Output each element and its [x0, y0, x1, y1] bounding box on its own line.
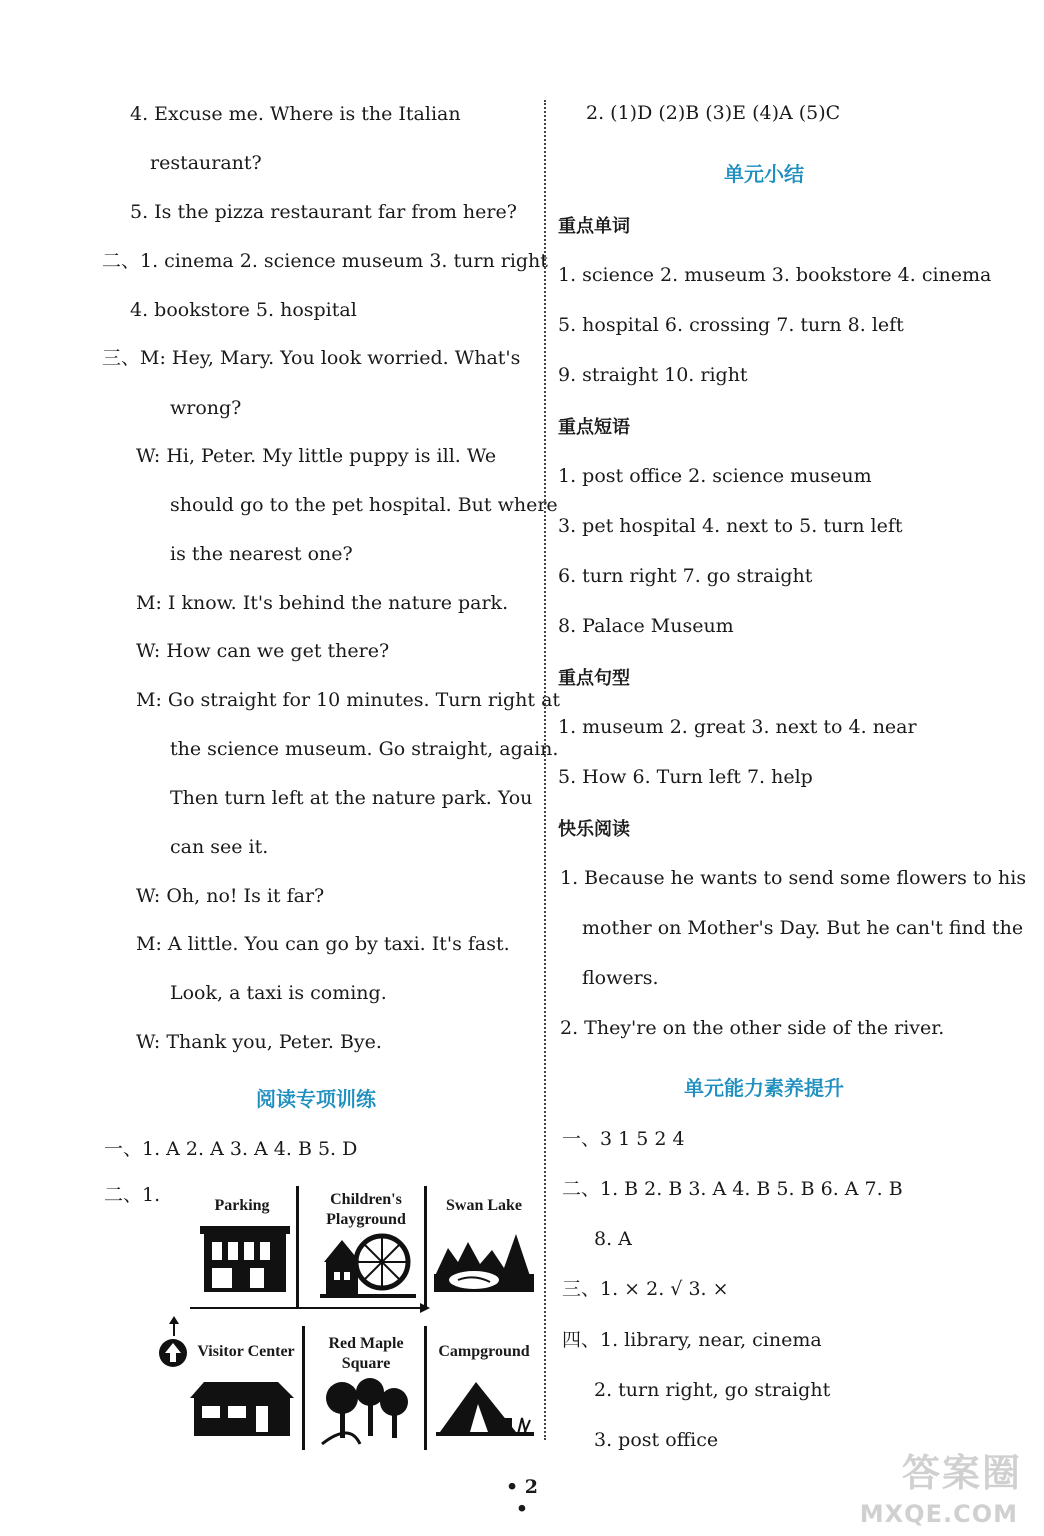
ability-6: 2. turn right, go straight — [594, 1379, 831, 1401]
happy-reading-heading: 快乐阅读 — [558, 819, 630, 840]
left-line-2: restaurant? — [150, 152, 262, 174]
left-line-13: M: Go straight for 10 minutes. Turn right at — [136, 689, 561, 711]
map-red-maple-square — [312, 1330, 420, 1446]
key-phrases-1: 1. post office 2. science museum — [558, 465, 872, 487]
left-line-4: 二、1. cinema 2. science museum 3. turn right — [102, 250, 548, 272]
watermark-text-2: MXQE.COM — [859, 1500, 1018, 1528]
ability-heading: 单元能力素养提升 — [684, 1076, 844, 1100]
lake-trees-icon — [434, 1228, 534, 1300]
ability-5: 四、1. library, near, cinema — [562, 1329, 822, 1351]
left-line-5: 4. bookstore 5. hospital — [130, 299, 357, 321]
map-parking-label: Parking — [214, 1197, 270, 1214]
page-number: • 2 • — [506, 1476, 538, 1520]
ferris-wheel-castle-icon — [320, 1232, 416, 1300]
map-road-v1 — [296, 1186, 299, 1308]
left-line-6: 三、M: Hey, Mary. You look worried. What's — [102, 347, 521, 369]
parking-building-icon — [200, 1226, 290, 1296]
key-phrases-4: 8. Palace Museum — [558, 615, 734, 637]
map-campground — [432, 1330, 536, 1446]
left-line-10: is the nearest one? — [170, 543, 353, 565]
happy-reading-2: mother on Mother's Day. But he can't find the — [582, 917, 1024, 939]
left-line-1: 4. Excuse me. Where is the Italian — [130, 103, 461, 125]
reading-answers-2-label: 二、1. — [104, 1184, 161, 1206]
key-words-2: 5. hospital 6. crossing 7. turn 8. left — [558, 314, 904, 336]
left-line-15: Then turn left at the nature park. You — [170, 787, 533, 809]
ability-7: 3. post office — [594, 1429, 719, 1451]
reading-heading: 阅读专项训练 — [256, 1087, 376, 1111]
map-visitor-center-label: Visitor Center — [197, 1343, 295, 1360]
map-playground — [312, 1188, 420, 1302]
visitor-center-building-icon — [186, 1378, 296, 1440]
map-road-v2 — [424, 1186, 427, 1308]
left-line-8: W: Hi, Peter. My little puppy is ill. We — [136, 445, 497, 467]
map-road-v4 — [302, 1326, 305, 1450]
left-line-12: W: How can we get there? — [136, 640, 390, 662]
left-line-18: M: A little. You can go by taxi. It's fast. — [136, 933, 510, 955]
key-phrases-3: 6. turn right 7. go straight — [558, 565, 813, 587]
key-phrases-heading: 重点短语 — [558, 417, 630, 438]
key-words-heading: 重点单词 — [558, 216, 630, 237]
key-words-1: 1. science 2. museum 3. bookstore 4. cinema — [558, 264, 992, 286]
map-road-arrow — [180, 1300, 442, 1330]
map-road-v3 — [424, 1326, 427, 1450]
reading-answers-1: 一、1. A 2. A 3. A 4. B 5. D — [104, 1138, 358, 1160]
maple-trees-icon — [320, 1378, 414, 1446]
left-line-11: M: I know. It's behind the nature park. — [136, 592, 509, 614]
start-arrow-icon — [158, 1338, 188, 1368]
left-line-3: 5. Is the pizza restaurant far from here? — [130, 201, 517, 223]
key-phrases-2: 3. pet hospital 4. next to 5. turn left — [558, 515, 903, 537]
start-up-arrow — [168, 1316, 180, 1336]
key-sentences-1: 1. museum 2. great 3. next to 4. near — [558, 716, 917, 738]
map-parking — [190, 1190, 294, 1302]
map-red-maple-label-1: Red Maple — [328, 1335, 404, 1352]
ability-1: 一、3 1 5 2 4 — [562, 1128, 685, 1150]
map-visitor-center — [186, 1332, 298, 1444]
map-red-maple-label-2: Square — [341, 1355, 391, 1372]
map-swan-lake — [432, 1188, 536, 1302]
left-line-17: W: Oh, no! Is it far? — [136, 885, 325, 907]
column-divider — [544, 100, 546, 1440]
key-sentences-heading: 重点句型 — [558, 668, 630, 689]
key-words-3: 9. straight 10. right — [558, 364, 748, 386]
happy-reading-4: 2. They're on the other side of the river. — [560, 1017, 945, 1039]
left-line-20: W: Thank you, Peter. Bye. — [136, 1031, 382, 1053]
right-top-answers: 2. (1)D (2)B (3)E (4)A (5)C — [586, 102, 841, 124]
left-line-9: should go to the pet hospital. But where — [170, 494, 558, 516]
watermark-logo — [859, 1442, 1022, 1528]
left-line-16: can see it. — [170, 836, 269, 858]
watermark-text-1: 答案圈 — [901, 1451, 1022, 1495]
map-playground-label-1: Children's — [330, 1191, 402, 1208]
happy-reading-3: flowers. — [582, 967, 659, 989]
key-sentences-2: 5. How 6. Turn left 7. help — [558, 766, 813, 788]
left-line-7: wrong? — [170, 397, 242, 419]
left-line-19: Look, a taxi is coming. — [170, 982, 387, 1004]
happy-reading-1: 1. Because he wants to send some flowers to his — [560, 867, 1027, 889]
ability-3: 8. A — [594, 1228, 632, 1250]
ability-2: 二、1. B 2. B 3. A 4. B 5. B 6. A 7. B — [562, 1178, 903, 1200]
map-swan-lake-label: Swan Lake — [445, 1197, 523, 1214]
tent-icon — [436, 1374, 534, 1444]
map-playground-label-2: Playground — [326, 1211, 406, 1228]
ability-4: 三、1. × 2. √ 3. × — [562, 1278, 729, 1300]
left-line-14: the science museum. Go straight, again. — [170, 738, 559, 760]
summary-heading: 单元小结 — [724, 162, 804, 186]
map-campground-label: Campground — [438, 1343, 530, 1360]
